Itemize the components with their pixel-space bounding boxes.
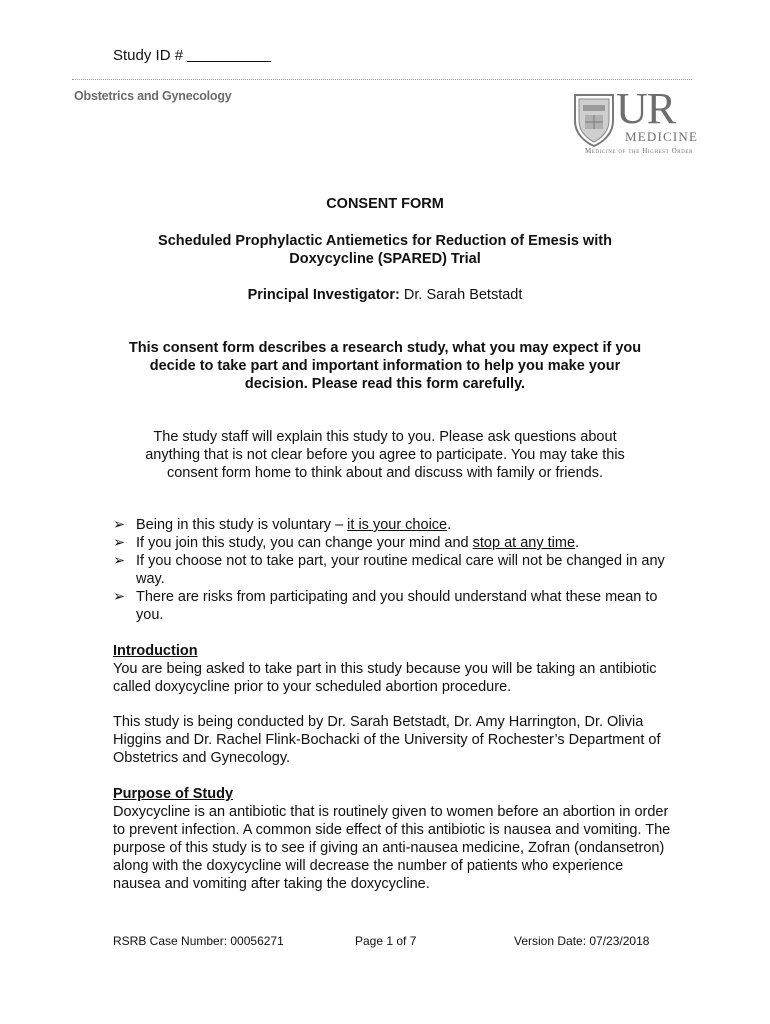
section-heading: Introduction: [113, 643, 198, 659]
bullet-text: If you choose not to take part, your routine medical care will not be changed in any way.: [136, 553, 665, 587]
staff-line: anything that is not clear before you agree to participate. You may take this: [145, 447, 625, 463]
form-title: CONSENT FORM: [326, 196, 444, 212]
summary-line: decision. Please read this form carefully.: [244, 376, 526, 392]
introduction-section: [113, 642, 673, 696]
list-item: [113, 516, 673, 534]
study-title: [70, 232, 700, 268]
logo-tagline: Medicine of the Highest Order: [585, 147, 693, 155]
pi-name: Dr. Sarah Betstadt: [403, 287, 523, 303]
section-body: You are being asked to take part in this study because you will be taking an antibiotic called doxycycline prior to your scheduled abortion procedure.: [113, 661, 657, 695]
arrow-bullet-icon: ➢: [113, 553, 126, 569]
section-body: Doxycycline is an antibiotic that is routinely given to women before an abortion in order to prevent infection. A common side effect of this antibiotic is nausea and vomiting. The purpose of this study is to see if giving an anti-nausea medicine, Zofran (ondansetron) along with the doxycycline will decrease the number of patients who experience nausea and vomiting after taking the doxycycline.: [113, 804, 671, 892]
bullet-text: .: [575, 535, 580, 551]
university-seal-icon: [571, 91, 617, 147]
arrow-bullet-icon: ➢: [113, 589, 126, 605]
pi-label: Principal Investigator:: [247, 287, 400, 303]
study-id-label: Study ID #: [113, 47, 184, 64]
study-id-blank[interactable]: [187, 47, 271, 62]
key-points-list: [113, 516, 673, 624]
ur-medicine-logo: [569, 84, 699, 161]
bullet-text: Being in this study is voluntary –: [136, 517, 348, 533]
staff-line: consent form home to think about and discuss with family or friends.: [166, 465, 603, 481]
purpose-section: [113, 785, 673, 893]
arrow-bullet-icon: ➢: [113, 517, 126, 533]
study-title-line: Scheduled Prophylactic Antiemetics for Reduction of Emesis with: [158, 233, 612, 249]
footer-version-date: Version Date: 07/23/2018: [514, 934, 650, 948]
study-id-field: [113, 47, 271, 64]
summary-line: decide to take part and important information to help you make your: [149, 358, 621, 374]
list-item: [113, 552, 673, 588]
summary-line: This consent form describes a research study, what you may expect if you: [128, 340, 642, 356]
section-heading: Purpose of Study: [113, 786, 234, 802]
bullet-underlined-text: stop at any time: [472, 535, 576, 551]
list-item: [113, 588, 673, 624]
logo-text: UR: [616, 84, 676, 133]
bullet-text: There are risks from participating and you should understand what these mean to you.: [136, 589, 658, 623]
footer-page-number: Page 1 of 7: [355, 934, 417, 948]
conducted-by-paragraph: This study is being conducted by Dr. Sarah Betstadt, Dr. Amy Harrington, Dr. Olivia Higgins and Dr. Rachel Flink-Bochacki of the University of Rochester’s Department of Obstetrics and Gynecology.: [113, 714, 661, 766]
list-item: [113, 534, 673, 552]
header-divider: [72, 79, 692, 80]
bullet-underlined-text: it is your choice: [347, 517, 448, 533]
arrow-bullet-icon: ➢: [113, 535, 126, 551]
bullet-text: If you join this study, you can change your mind and: [136, 535, 473, 551]
consent-summary: [70, 339, 700, 393]
staff-explanation: [70, 428, 700, 482]
footer-case-number: RSRB Case Number: 00056271: [113, 934, 284, 948]
study-title-line: Doxycycline (SPARED) Trial: [289, 251, 481, 267]
logo-subtext: MEDICINE: [625, 129, 699, 144]
staff-line: The study staff will explain this study to you. Please ask questions about: [153, 429, 617, 445]
department-name: Obstetrics and Gynecology: [74, 89, 232, 103]
bullet-text: .: [447, 517, 452, 533]
principal-investigator: [70, 287, 700, 303]
